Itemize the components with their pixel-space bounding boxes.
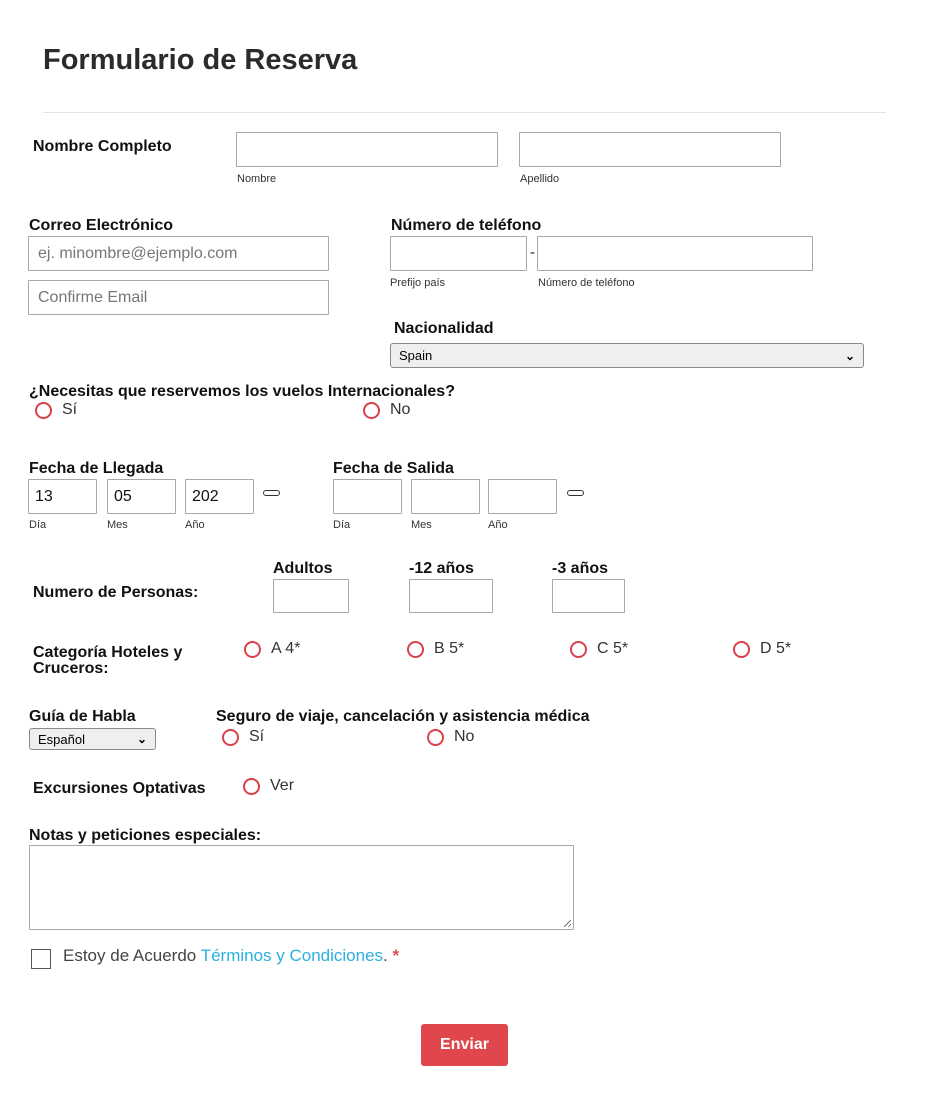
flights-yes-radio[interactable] (35, 401, 77, 419)
radio-circle-icon (733, 641, 750, 658)
departure-label: Fecha de Salida (333, 460, 454, 477)
departure-day-sublabel: Día (333, 519, 351, 531)
excursions-ver-radio[interactable] (243, 777, 294, 795)
last-name-sublabel: Apellido (520, 173, 560, 185)
under12-input[interactable] (409, 579, 493, 613)
calendar-icon[interactable] (567, 490, 584, 496)
departure-year-sublabel: Año (488, 519, 508, 531)
terms-checkbox[interactable] (31, 949, 51, 969)
under3-input[interactable] (552, 579, 625, 613)
radio-circle-icon (407, 641, 424, 658)
phone-label: Número de teléfono (391, 217, 542, 234)
flights-yes-label: Sí (62, 401, 78, 418)
submit-button[interactable]: Enviar (421, 1024, 508, 1066)
arrival-year-sublabel: Año (185, 519, 205, 531)
nationality-selected: Spain (399, 348, 433, 363)
form-title: Formulario de Reserva (43, 44, 358, 76)
terms-suffix: . (383, 946, 388, 965)
hotel-category-label (33, 645, 182, 677)
arrival-day-input[interactable] (28, 479, 97, 514)
confirm-email-input[interactable] (28, 280, 329, 315)
flights-no-radio[interactable] (363, 401, 410, 419)
arrival-year-input[interactable] (185, 479, 254, 514)
hotel-category-b-label: B 5* (434, 640, 465, 657)
arrival-label: Fecha de Llegada (29, 460, 164, 477)
radio-circle-icon (222, 729, 239, 746)
arrival-day-sublabel: Día (29, 519, 47, 531)
radio-circle-icon (243, 778, 260, 795)
hotel-category-a-label: A 4* (271, 640, 301, 657)
notes-wrapper (29, 845, 574, 930)
radio-circle-icon (35, 402, 52, 419)
title-divider (43, 112, 886, 113)
hotel-category-c-radio[interactable] (570, 640, 628, 658)
excursions-ver-label: Ver (270, 777, 295, 794)
radio-circle-icon (427, 729, 444, 746)
arrival-month-sublabel: Mes (107, 519, 128, 531)
guide-label: Guía de Habla (29, 708, 136, 725)
phone-prefix-sublabel: Prefijo país (390, 277, 446, 289)
departure-month-sublabel: Mes (411, 519, 432, 531)
hotel-category-label-line1: Categoría Hoteles y (33, 644, 183, 661)
hotel-category-d-label: D 5* (760, 640, 792, 657)
radio-circle-icon (244, 641, 261, 658)
insurance-no-label: No (454, 728, 475, 745)
email-input[interactable] (28, 236, 329, 271)
nationality-select[interactable] (390, 343, 864, 368)
hotel-category-label-line2: Cruceros: (33, 660, 109, 677)
flights-no-label: No (390, 401, 411, 418)
notes-textarea[interactable] (29, 845, 574, 930)
insurance-yes-radio[interactable] (222, 728, 264, 746)
insurance-no-radio[interactable] (427, 728, 474, 746)
guide-select[interactable] (29, 728, 156, 750)
phone-number-input[interactable] (537, 236, 813, 271)
full-name-label: Nombre Completo (33, 138, 172, 155)
insurance-yes-label: Sí (249, 728, 265, 745)
phone-number-sublabel: Número de teléfono (538, 277, 635, 289)
email-label: Correo Electrónico (29, 217, 174, 234)
last-name-input[interactable] (519, 132, 781, 167)
departure-year-input[interactable] (488, 479, 557, 514)
hotel-category-a-radio[interactable] (244, 640, 300, 658)
notes-label: Notas y peticiones especiales: (29, 827, 262, 844)
resize-grip-icon[interactable] (564, 920, 571, 927)
insurance-label: Seguro de viaje, cancelación y asistencia médica (216, 708, 590, 725)
adults-label: Adultos (273, 560, 333, 577)
excursions-label: Excursiones Optativas (33, 780, 206, 797)
phone-prefix-input[interactable] (390, 236, 527, 271)
terms-prefix: Estoy de Acuerdo (63, 946, 197, 965)
nationality-label: Nacionalidad (394, 320, 494, 337)
hotel-category-b-radio[interactable] (407, 640, 464, 658)
chevron-down-icon: ⌄ (136, 732, 147, 746)
phone-separator: - (530, 244, 535, 261)
required-mark: * (392, 946, 400, 965)
adults-input[interactable] (273, 579, 349, 613)
radio-circle-icon (363, 402, 380, 419)
calendar-icon[interactable] (263, 490, 280, 496)
people-label: Numero de Personas: (33, 584, 199, 601)
departure-month-input[interactable] (411, 479, 480, 514)
first-name-sublabel: Nombre (237, 173, 277, 185)
terms-link[interactable]: Términos y Condiciones (200, 946, 384, 965)
under3-label: -3 años (552, 560, 609, 577)
flights-question: ¿Necesitas que reservemos los vuelos Internacionales? (29, 383, 455, 400)
radio-circle-icon (570, 641, 587, 658)
terms-text (63, 946, 399, 966)
arrival-month-input[interactable] (107, 479, 176, 514)
guide-selected: Español (38, 731, 85, 747)
hotel-category-c-label: C 5* (597, 640, 629, 657)
under12-label: -12 años (409, 560, 474, 577)
departure-day-input[interactable] (333, 479, 402, 514)
hotel-category-d-radio[interactable] (733, 640, 791, 658)
first-name-input[interactable] (236, 132, 498, 167)
chevron-down-icon: ⌄ (844, 348, 855, 363)
